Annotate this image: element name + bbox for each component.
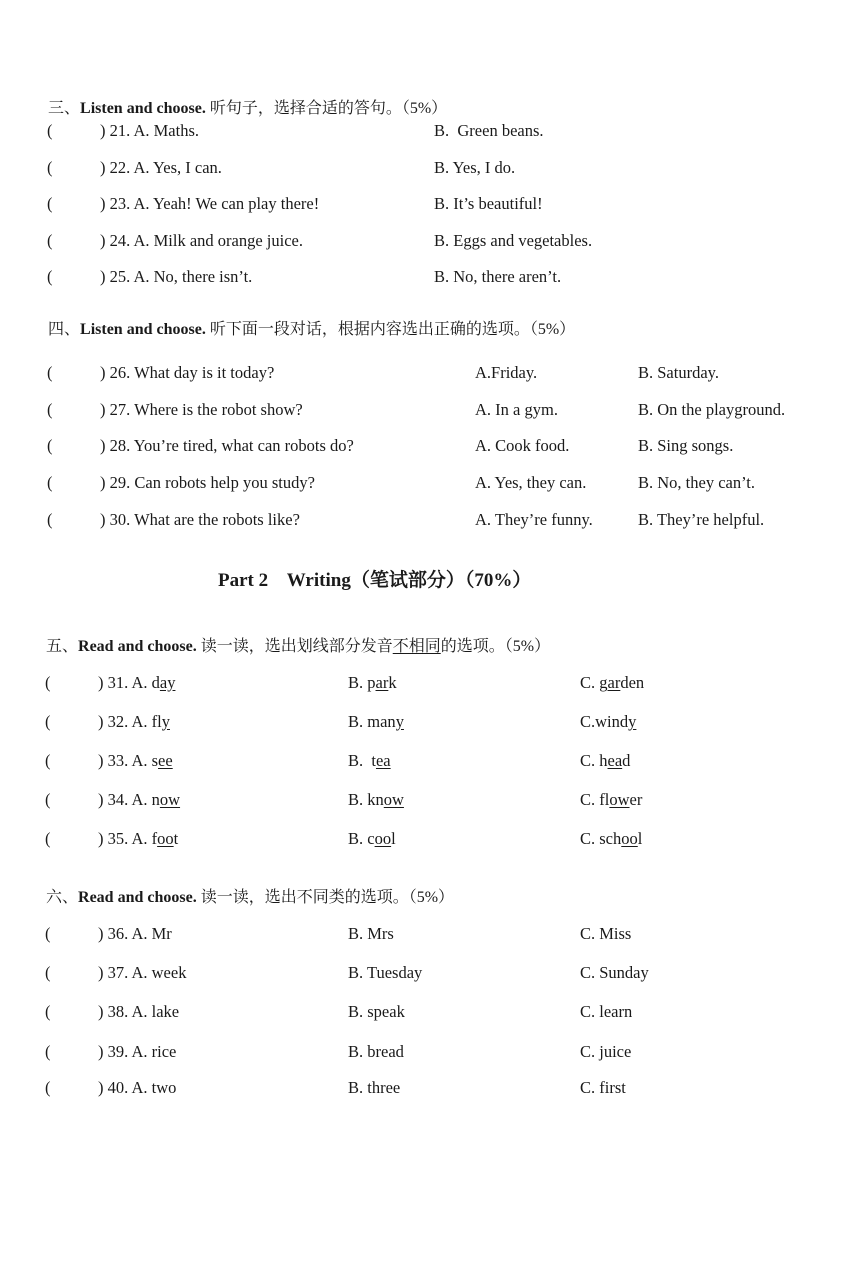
- option-c-underlined-letters: y: [628, 712, 637, 731]
- option-c: [580, 712, 636, 732]
- option-b: B. Saturday.: [638, 363, 719, 382]
- question-option-a: ) 38. A. lake: [98, 1002, 180, 1021]
- option-c-underlined-letters: ar: [607, 673, 621, 692]
- question-option-a-prefix: ) 35. A.: [98, 829, 152, 848]
- section-6-title: [46, 884, 454, 907]
- option-b-underlined-letters: y: [395, 712, 404, 731]
- option-b: B. speak: [348, 1002, 405, 1021]
- option-b-prefix: B.: [348, 790, 368, 809]
- question-option-a-prefix: ) 33. A.: [98, 751, 152, 770]
- section-5-title-zh-2: 的选项。（5%）: [440, 638, 551, 655]
- part-2-title: Part 2 Writing（笔试部分）（70%）: [218, 570, 532, 591]
- question-option-a: ) 37. A. week: [98, 963, 187, 982]
- option-b: B. They’re helpful.: [638, 510, 765, 529]
- option-b: B. bread: [348, 1042, 404, 1061]
- answer-paren: (: [47, 363, 53, 382]
- option-c: C. first: [580, 1078, 626, 1097]
- option-b: [348, 673, 397, 693]
- question-option-a-word-start: n: [151, 790, 160, 809]
- question-option-a-prefix: ) 31. A.: [98, 673, 152, 692]
- question-option-a: [98, 751, 173, 771]
- section-4-number: 四、: [48, 321, 81, 338]
- option-c: [580, 751, 630, 771]
- section-5-title-en: Read and choose.: [78, 638, 197, 655]
- answer-paren: (: [45, 963, 51, 982]
- question-option-a-prefix: ) 34. A.: [98, 790, 152, 809]
- section-3-number: 三、: [48, 100, 81, 117]
- answer-paren: (: [47, 400, 53, 419]
- option-a: A.Friday.: [475, 363, 538, 382]
- option-c-word-end: er: [629, 790, 643, 809]
- question-option-a-underlined-letters: ay: [159, 673, 176, 692]
- option-b: [348, 751, 391, 771]
- option-b-word-start: man: [367, 712, 396, 731]
- answer-paren: (: [47, 121, 53, 140]
- option-b: B. Eggs and vegetables.: [434, 231, 593, 250]
- option-b: [348, 790, 404, 810]
- question-option-a: ) 21. A. Maths.: [100, 121, 199, 140]
- option-c: [580, 829, 642, 849]
- option-b: B. Tuesday: [348, 963, 423, 982]
- option-b-underlined-letters: ar: [375, 673, 389, 692]
- option-b: B. Mrs: [348, 924, 394, 943]
- section-6-title-en: Read and choose.: [78, 889, 197, 906]
- question-text: ) 29. Can robots help you study?: [100, 473, 315, 492]
- option-b: [348, 829, 396, 849]
- option-b-word-start: p: [367, 673, 376, 692]
- option-a: A. In a gym.: [475, 400, 558, 419]
- option-c-underlined-letters: oo: [621, 829, 638, 848]
- option-b-prefix: B.: [348, 712, 368, 731]
- question-option-a: ) 39. A. rice: [98, 1042, 177, 1061]
- option-b-prefix: B.: [348, 751, 372, 770]
- option-c-word-start: sch: [599, 829, 622, 848]
- option-c-word-start: h: [599, 751, 608, 770]
- question-option-a: ) 24. A. Milk and orange juice.: [100, 231, 303, 250]
- option-b: B. Green beans.: [434, 121, 544, 140]
- answer-paren: (: [47, 231, 53, 250]
- option-c-underlined-letters: ea: [607, 751, 623, 770]
- option-c: C. learn: [580, 1002, 633, 1021]
- option-c: [580, 673, 644, 693]
- section-4-title-zh: 听下面一段对话，根据内容选出正确的选项。（5%）: [209, 321, 576, 338]
- answer-paren: (: [47, 510, 53, 529]
- option-c: C. Sunday: [580, 963, 649, 982]
- answer-paren: (: [45, 1042, 51, 1061]
- answer-paren: (: [45, 1078, 51, 1097]
- option-c-word-end: d: [622, 751, 631, 770]
- section-5-title-zh-underlined: 不相同: [392, 638, 441, 655]
- option-a: A. They’re funny.: [475, 510, 593, 529]
- option-b: B. No, they can’t.: [638, 473, 756, 492]
- option-c-prefix: C.: [580, 751, 600, 770]
- option-b-word-end: l: [391, 829, 396, 848]
- option-b: B. Sing songs.: [638, 436, 734, 455]
- question-option-a-prefix: ) 32. A.: [98, 712, 152, 731]
- question-option-a: [98, 712, 170, 732]
- option-a: A. Cook food.: [475, 436, 570, 455]
- option-b-word-start: c: [367, 829, 375, 848]
- answer-paren: (: [45, 790, 51, 809]
- option-c: [580, 790, 642, 810]
- question-option-a-word-start: d: [151, 673, 160, 692]
- option-c: C. Miss: [580, 924, 632, 943]
- question-option-a: ) 40. A. two: [98, 1078, 177, 1097]
- question-option-a-underlined-letters: ow: [159, 790, 181, 809]
- section-5-title-zh-1: 读一读，选出划线部分发音: [200, 638, 393, 655]
- answer-paren: (: [45, 712, 51, 731]
- answer-paren: (: [45, 751, 51, 770]
- option-b: B. No, there aren’t.: [434, 267, 562, 286]
- answer-paren: (: [45, 673, 51, 692]
- answer-paren: (: [45, 924, 51, 943]
- question-text: ) 27. Where is the robot show?: [100, 400, 303, 419]
- option-c-prefix: C.: [580, 712, 596, 731]
- option-b-underlined-letters: oo: [374, 829, 392, 848]
- option-b-underlined-letters: ea: [375, 751, 391, 770]
- option-b: B. three: [348, 1078, 401, 1097]
- question-option-a-word-start: f: [151, 829, 158, 848]
- section-6-number: 六、: [46, 889, 79, 906]
- section-3-title-zh: 听句子，选择合适的答句。（5%）: [209, 100, 448, 117]
- question-option-a: ) 25. A. No, there isn’t.: [100, 267, 253, 286]
- section-3-title-en: Listen and choose.: [80, 100, 206, 117]
- question-option-a: ) 22. A. Yes, I can.: [100, 158, 222, 177]
- section-5-number: 五、: [46, 638, 79, 655]
- question-option-a-word-start: s: [151, 751, 159, 770]
- section-4-title: [48, 316, 575, 339]
- option-c-word-end: den: [620, 673, 645, 692]
- option-b-word-end: k: [388, 673, 397, 692]
- question-option-a-word-end: t: [173, 829, 179, 848]
- question-option-a: [98, 673, 175, 693]
- question-option-a-underlined-letters: ee: [158, 751, 173, 770]
- option-a: A. Yes, they can.: [475, 473, 587, 492]
- option-c-word-start: g: [599, 673, 608, 692]
- section-3-title: [48, 95, 447, 118]
- option-c-word-start: wind: [595, 712, 629, 731]
- option-c-prefix: C.: [580, 790, 600, 809]
- option-c: C. juice: [580, 1042, 632, 1061]
- answer-paren: (: [45, 1002, 51, 1021]
- option-b: B. On the playground.: [638, 400, 786, 419]
- answer-paren: (: [45, 829, 51, 848]
- answer-paren: (: [47, 267, 53, 286]
- option-c-word-start: fl: [599, 790, 610, 809]
- question-text: ) 26. What day is it today?: [100, 363, 275, 382]
- option-b-prefix: B.: [348, 673, 368, 692]
- option-c-prefix: C.: [580, 673, 600, 692]
- option-b-underlined-letters: ow: [383, 790, 404, 809]
- option-b-prefix: B.: [348, 829, 368, 848]
- question-text: ) 30. What are the robots like?: [100, 510, 300, 529]
- question-option-a: ) 23. A. Yeah! We can play there!: [100, 194, 320, 213]
- option-c-word-end: l: [637, 829, 643, 848]
- option-b-word-start: kn: [367, 790, 384, 809]
- option-b: [348, 712, 404, 732]
- option-b: B. Yes, I do.: [434, 158, 516, 177]
- section-4-title-en: Listen and choose.: [80, 321, 206, 338]
- question-option-a-word-start: fl: [151, 712, 162, 731]
- question-option-a: [98, 829, 178, 849]
- section-6-title-zh: 读一读，选出不同类的选项。（5%）: [200, 889, 455, 906]
- section-5-title: [46, 633, 550, 656]
- question-option-a: [98, 790, 180, 810]
- answer-paren: (: [47, 473, 53, 492]
- option-b: B. It’s beautiful!: [434, 194, 543, 213]
- question-text: ) 28. You’re tired, what can robots do?: [100, 436, 354, 455]
- option-c-prefix: C.: [580, 829, 600, 848]
- option-b-word-start: t: [371, 751, 376, 770]
- question-option-a-underlined-letters: y: [161, 712, 170, 731]
- answer-paren: (: [47, 158, 53, 177]
- answer-paren: (: [47, 194, 53, 213]
- option-c-underlined-letters: ow: [609, 790, 630, 809]
- question-option-a-underlined-letters: oo: [157, 829, 174, 848]
- question-option-a: ) 36. A. Mr: [98, 924, 172, 943]
- answer-paren: (: [47, 436, 53, 455]
